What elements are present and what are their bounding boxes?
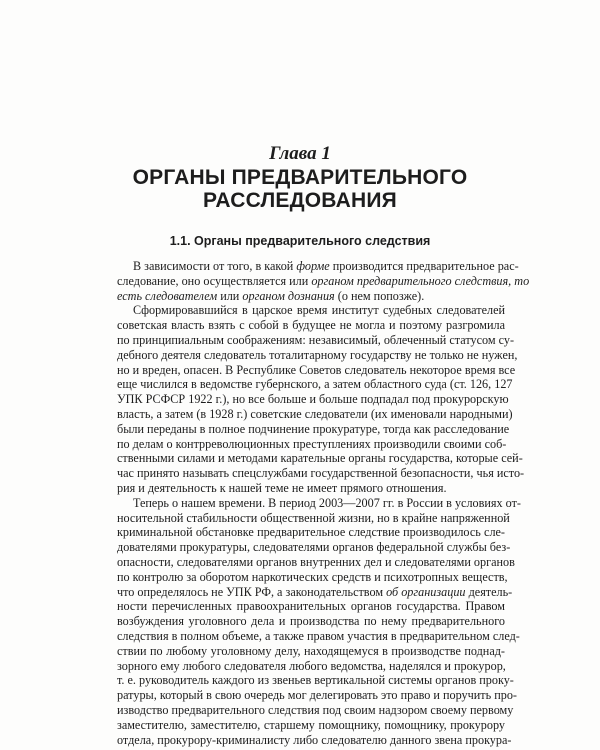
- text-line: носительной стабильности общественной жизни, но в крайне напряженной: [117, 510, 510, 525]
- body-text: [117, 259, 530, 747]
- text-line: по контролю за оборотом наркотических средств и психотропных веществ,: [117, 569, 508, 584]
- text-line: есть следователем или органом дознания (о нем попозже).: [117, 288, 425, 303]
- text-line: В зависимости от того, в какой форме производится предварительное рас-: [133, 259, 519, 273]
- text-line: следование, оно осуществляется или органом предварительного следствия, то: [117, 273, 530, 288]
- text-line: опасности, следователями органов внутренних дел и следователями органов: [117, 554, 515, 569]
- text-line: были переданы в полное подчинение прокуратуре, тогда как расследование: [117, 421, 510, 436]
- text-line: заместителю, заместителю, старшему помощнику, помощнику, прокурору: [117, 717, 505, 732]
- chapter-label: Глава 1: [269, 143, 331, 164]
- text-line: криминальной обстановке предварительное следствие производилось сле-: [117, 525, 505, 540]
- text-line: дебного деятеля следователь тоталитарному государству не только не нужен,: [117, 347, 518, 362]
- text-line: по принципиальным соображениям: независимый, облеченный статусом су-: [117, 332, 515, 347]
- text-line: час принято называть спецслужбами государственной безопасности, чья исто-: [117, 466, 525, 481]
- text-line: т. е. руководитель каждого из звеньев вертикальной системы органов проку-: [117, 673, 514, 688]
- chapter-title-line-2: РАССЛЕДОВАНИЯ: [203, 189, 397, 212]
- text-line: изводство предварительного следствия под своим надзором своему первому: [117, 702, 514, 717]
- text-line: еще числился в ведомстве губернского, а затем областного суда (ст. 126, 127: [117, 377, 513, 392]
- text-line: ности перечисленных правоохранительных органов государства. Правом: [117, 599, 505, 614]
- text-line: по делам о контрреволюционных преступлениях производили своими соб-: [117, 436, 507, 451]
- text-line: власть, а затем (в 1928 г.) советские следователи (их именовали народными): [117, 406, 513, 421]
- text-line: советская власть взять с собой в будущее не могла и поэтому разгромила: [117, 318, 505, 333]
- text-line: ствии по любому уголовному делу, находящемуся в производстве поднад-: [117, 643, 505, 658]
- text-line: ственными силами и методами карательные органы государства, которые сей-: [117, 451, 523, 466]
- text-line: рия и деятельность к нашей теме не имеет прямого отношения.: [117, 480, 447, 495]
- text-line: но и вреден, опасен. В Республике Советов следователь некоторое время все: [117, 362, 516, 377]
- text-line: УПК РСФСР 1922 г.), но все больше и больше подпадал под прокурорскую: [117, 392, 509, 407]
- text-line: Теперь о нашем времени. В период 2003—2007 гг. в России в условиях от-: [133, 495, 521, 510]
- text-line: что определялось не УПК РФ, а законодательством об организации деятель-: [117, 584, 513, 599]
- chapter-title-line-1: ОРГАНЫ ПРЕДВАРИТЕЛЬНОГО: [132, 166, 468, 189]
- text-line: ратуры, который в свою очередь мог делегировать это право и поручить про-: [117, 688, 517, 703]
- text-line: возбуждения уголовного дела и производства по нему предварительного: [117, 614, 505, 629]
- chapter-title: [0, 166, 600, 212]
- text-line: дователями прокуратуры, следователями органов федеральной службы без-: [117, 540, 511, 555]
- text-line: зорного ему любого следователя любого ведомства, наделялся и прокурор,: [117, 658, 506, 673]
- text-line: Сформировавшийся в царское время институт судебных следователей: [133, 303, 505, 318]
- text-line: отдела, прокурору-криминалисту либо следователю данного звена прокура-: [117, 732, 512, 747]
- text-line: следствия в полном объеме, а также правом участия в предварительном след-: [117, 628, 520, 643]
- section-title: 1.1. Органы предварительного следствия: [169, 234, 431, 248]
